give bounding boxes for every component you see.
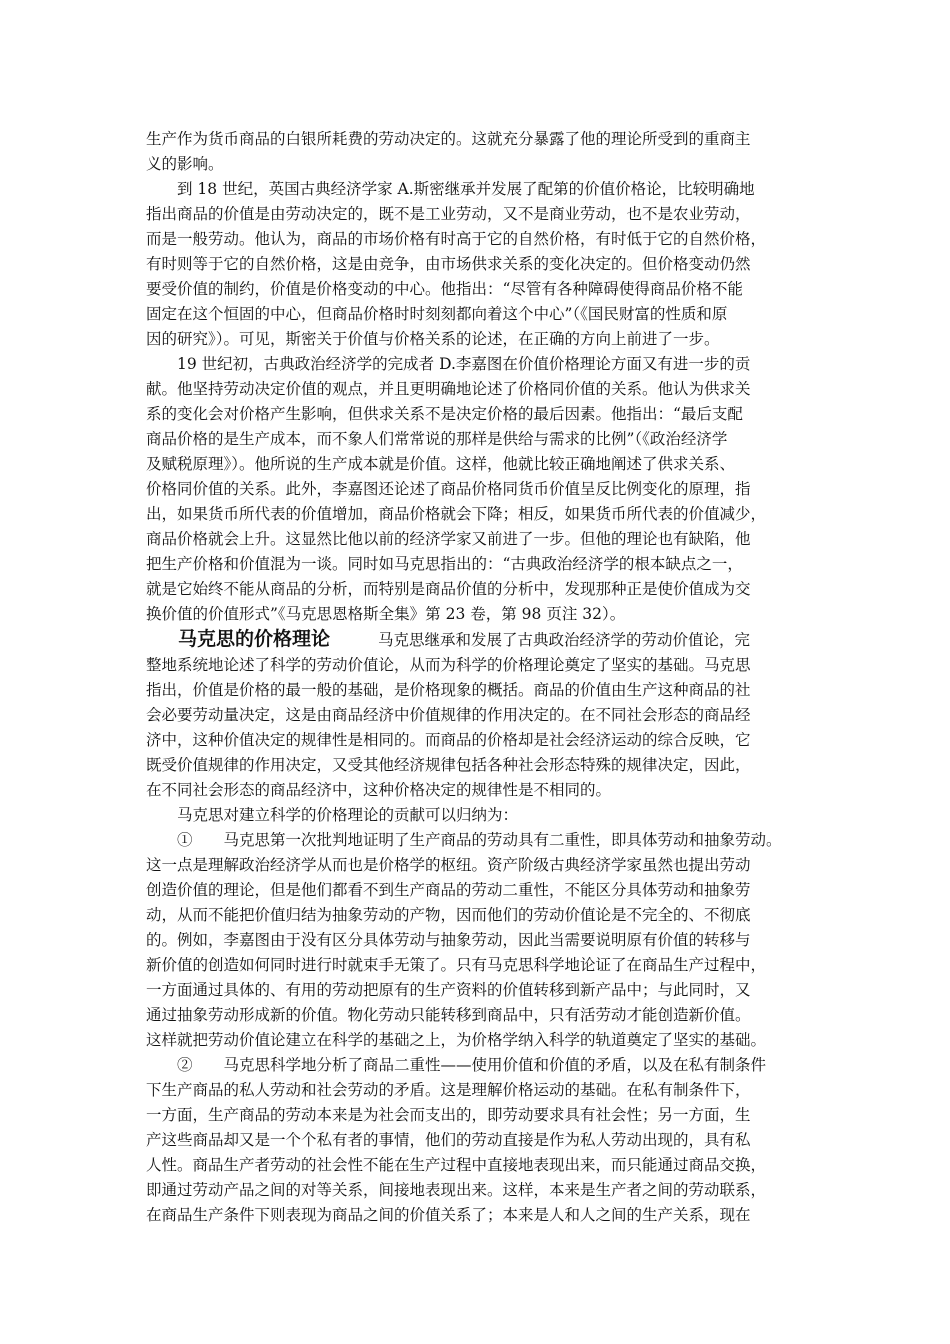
text-line: 到 18 世纪，英国古典经济学家 A.斯密继承并发展了配第的价值价格论，比较明确地 (146, 180, 755, 198)
text-line: 创造价值的理论，但是他们都看不到生产商品的劳动二重性，不能区分具体劳动和抽象劳 (146, 881, 751, 899)
text-line: 指出商品的价值是由劳动决定的，既不是工业劳动，又不是商业劳动，也不是农业劳动， (146, 205, 751, 223)
text-line: 价格同价值的关系。此外，李嘉图还论述了商品价格同货币价值呈反比例变化的原理，指 (146, 480, 751, 498)
text-line: 整地系统地论述了科学的劳动价值论，从而为科学的价格理论奠定了坚实的基础。马克思 (146, 656, 751, 674)
text-line: 而是一般劳动。他认为，商品的市场价格有时高于它的自然价格，有时低于它的自然价格， (146, 230, 767, 248)
text-line: 把生产价格和价值混为一谈。同时如马克思指出的：“古典政治经济学的根本缺点之一， (146, 555, 743, 573)
text-line: 因的研究》）。可见，斯密关于价值与价格关系的论述，在正确的方向上前进了一步。 (146, 330, 720, 348)
text-line: 济中，这种价值决定的规律性是相同的。而商品的价格却是社会经济运动的综合反映，它 (146, 731, 751, 749)
text-line: 既受价值规律的作用决定，又受其他经济规律包括各种社会形态特殊的规律决定，因此， (146, 756, 751, 774)
text-line: 生产作为货币商品的白银所耗费的劳动决定的。这就充分暴露了他的理论所受到的重商主 (146, 130, 751, 148)
text-line: 有时则等于它的自然价格，这是由竞争，由市场供求关系的变化决定的。但价格变动仍然 (146, 255, 751, 273)
text-line: 系的变化会对价格产生影响，但供求关系不是决定价格的最后因素。他指出：“最后支配 (146, 405, 743, 423)
text-line: 19 世纪初，古典政治经济学的完成者 D.李嘉图在价值价格理论方面又有进一步的贡 (146, 355, 751, 373)
section-heading-line (146, 627, 826, 653)
text-line: 新价值的创造如何同时进行时就束手无策了。只有马克思科学地论证了在商品生产过程中， (146, 956, 767, 974)
text-line: 出，如果货币所代表的价值增加，商品价格就会下降；相反，如果货币所代表的价值减少， (146, 505, 767, 523)
text-line: 指出，价值是价格的最一般的基础，是价格现象的概括。商品的价值由生产这种商品的社 (146, 681, 751, 699)
text-line: 商品价格就会上升。这显然比他以前的经济学家又前进了一步。但他的理论也有缺陷，他 (146, 530, 751, 548)
text-line: 献。他坚持劳动决定价值的观点，并且更明确地论述了价格同价值的关系。他认为供求关 (146, 380, 751, 398)
text-line: 的。例如，李嘉图由于没有区分具体劳动与抽象劳动，因此当需要说明原有价值的转移与 (146, 931, 751, 949)
text-line: 及赋税原理》）。他所说的生产成本就是价值。这样，他就比较正确地阐述了供求关系、 (146, 455, 736, 473)
text-line: 商品价格的是生产成本，而不象人们常常说的那样是供给与需求的比例”（《政治经济学 (146, 430, 728, 448)
text-line: 产这些商品却又是一个个私有者的事情，他们的劳动直接是作为私人劳动出现的，具有私 (146, 1131, 751, 1149)
section-first-line: 马克思继承和发展了古典政治经济学的劳动价值论，完 (378, 631, 751, 649)
text-line: ② 马克思科学地分析了商品二重性——使用价值和价值的矛盾，以及在私有制条件 (146, 1056, 767, 1074)
text-line: 这样就把劳动价值论建立在科学的基础之上，为价格学纳入科学的轨道奠定了坚实的基础。 (146, 1031, 767, 1049)
text-line: 一方面，生产商品的劳动本来是为社会而支出的，即劳动要求具有社会性；另一方面，生 (146, 1106, 751, 1124)
text-line: 会必要劳动量决定，这是由商品经济中价值规律的作用决定的。在不同社会形态的商品经 (146, 706, 751, 724)
text-line: ① 马克思第一次批判地证明了生产商品的劳动具有二重性，即具体劳动和抽象劳动。 (146, 831, 782, 849)
text-line: 在不同社会形态的商品经济中，这种价格决定的规律性是不相同的。 (146, 781, 612, 799)
text-line: 这一点是理解政治经济学从而也是价格学的枢纽。资产阶级古典经济学家虽然也提出劳动 (146, 856, 751, 874)
text-line: 即通过劳动产品之间的对等关系，间接地表现出来。这样，本来是生产者之间的劳动联系， (146, 1181, 767, 1199)
text-line: 义的影响。 (146, 155, 224, 173)
text-line: 就是它始终不能从商品的分析，而特别是商品价值的分析中，发现那种正是使价值成为交 (146, 580, 751, 598)
section-heading: 马克思的价格理论 (178, 628, 331, 650)
text-line: 在商品生产条件下则表现为商品之间的价值关系了；本来是人和人之间的生产关系，现在 (146, 1206, 751, 1224)
text-line: 通过抽象劳动形成新的价值。物化劳动只能转移到商品中，只有活劳动才能创造新价值。 (146, 1006, 751, 1024)
text-line: 人性。商品生产者劳动的社会性不能在生产过程中直接地表现出来，而只能通过商品交换， (146, 1156, 767, 1174)
text-line: 固定在这个恒固的中心，但商品价格时时刻刻都向着这个中心”（《国民财富的性质和原 (146, 305, 728, 323)
text-line: 换价值的价值形式”《马克思恩格斯全集》第 23 卷，第 98 页注 32）。 (146, 605, 626, 623)
text-line: 下生产商品的私人劳动和社会劳动的矛盾。这是理解价格运动的基础。在私有制条件下， (146, 1081, 751, 1099)
text-line: 要受价值的制约，价值是价格变动的中心。他指出：“尽管有各种障碍使得商品价格不能 (146, 280, 743, 298)
text-line: 一方面通过具体的、有用的劳动把原有的生产资料的价值转移到新产品中；与此同时，又 (146, 981, 751, 999)
text-line: 动，从而不能把价值归结为抽象劳动的产物，因而他们的劳动价值论是不完全的、不彻底 (146, 906, 751, 924)
text-line: 马克思对建立科学的价格理论的贡献可以归纳为： (146, 806, 519, 824)
